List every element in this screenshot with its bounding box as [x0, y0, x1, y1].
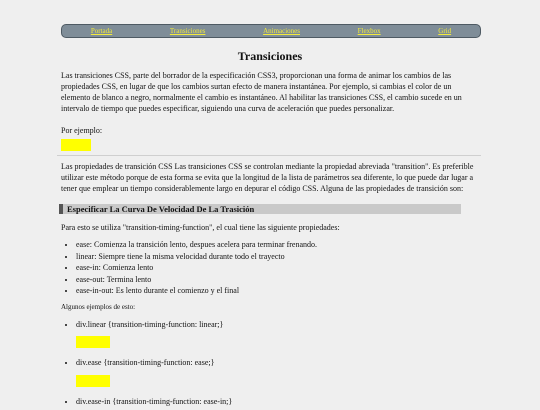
- examples-label: Algunos ejemplos de esto:: [61, 302, 136, 311]
- list-item: • ease: Comienza la transición lento, despues acelera para terminar frenando.: [76, 239, 479, 251]
- list-item: • ease-in: Comienza lento: [76, 262, 479, 274]
- page-title: Transiciones: [237, 49, 303, 63]
- properties-paragraph: Las propiedades de transición CSS Las transiciones CSS se controlan mediante la propiedad abreviada "transition". Es preferible utilizar este método porque de esta forma se evita que la longitud de la lista de parámetros sea diferente, lo que puede dar lugar a tener que emplear un tiempo considerablemente largo en depurar el código CSS. Alguna de las propiedades de transición son:: [61, 162, 474, 193]
- example-box-ease[interactable]: [76, 375, 110, 387]
- example-label: Por ejemplo:: [61, 126, 103, 135]
- timing-properties-list: [61, 239, 479, 297]
- intro-paragraph: Las transiciones CSS, parte del borrador de la especificación CSS3, proporcionan una forma de animar los cambios de las propiedades CSS, en lugar de que los cambios surtan efecto de manera instantánea. Por ejemplo, si cambias el color de un elemento de blanco a negro, normalmente el cambio es instantáneo. Al habilitar las transiciones CSS, el cambio sucede en un intervalo de tiempo que puedes especificar, siguiendo una curva de aceleración que puedes personalizar.: [61, 71, 462, 113]
- nav-link-portada[interactable]: Portada: [90, 27, 113, 35]
- example-code: div.ease-in {transition-timing-function: ease-in;}: [76, 396, 233, 406]
- examples-list: [61, 319, 479, 408]
- example-item-ease: [76, 357, 479, 387]
- nav-link-animaciones[interactable]: Animaciones: [263, 27, 300, 35]
- example-item-ease-in: [76, 396, 479, 408]
- section-heading: Especificar La Curva De Velocidad De La Trasición: [59, 204, 461, 214]
- example-item-linear: [76, 319, 479, 349]
- nav-link-grid[interactable]: Grid: [438, 27, 452, 35]
- divider: [57, 155, 481, 156]
- list-item: • linear: Siempre tiene la misma velocidad durante todo el trayecto: [76, 251, 479, 263]
- example-code: div.ease {transition-timing-function: ease;}: [76, 358, 215, 367]
- list-item: • ease-in-out: Es lento durante el comienzo y el final: [76, 285, 479, 297]
- main-content: [61, 45, 479, 410]
- list-item: • ease-out: Termina lento: [76, 274, 479, 286]
- example-code: div.linear {transition-timing-function: linear;}: [76, 319, 224, 329]
- example-box-linear[interactable]: [76, 336, 110, 348]
- top-navigation: [61, 24, 481, 38]
- transition-demo-box[interactable]: [61, 139, 91, 151]
- nav-link-transiciones[interactable]: Transiciones: [169, 27, 206, 35]
- nav-link-flexbox[interactable]: Flexbox: [357, 27, 381, 35]
- section-intro: Para esto se utiliza "transition-timing-function", el cual tiene las siguiente propiedades:: [61, 223, 340, 232]
